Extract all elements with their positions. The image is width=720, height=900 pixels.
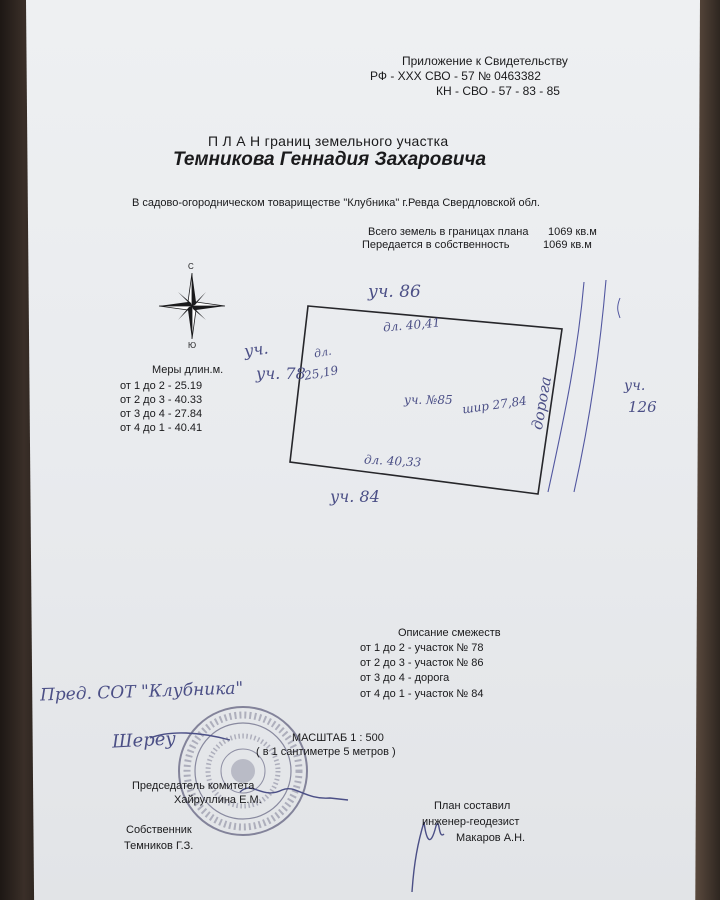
owner-name: Темников Г.З.	[124, 840, 194, 852]
neighbor-right-note-b: 126	[628, 398, 657, 416]
header-line-3: КН - СВО - 57 - 83 - 85	[436, 84, 560, 98]
adjacency-title: Описание смежеств	[398, 627, 501, 639]
compass-north-label: С	[188, 262, 194, 271]
compass-south-label: Ю	[188, 341, 197, 350]
plan-title: П Л А Н границ земельного участка	[208, 133, 449, 149]
measures-title: Меры длин.м.	[152, 364, 224, 376]
adjacency-3-4: от 3 до 4 - дорога	[360, 672, 450, 684]
left-length-note-a: дл.	[313, 344, 333, 361]
width-note: шир 27,84	[461, 393, 528, 417]
neighbor-left-note-a: уч.	[242, 338, 270, 361]
measure-2-3: от 2 до 3 - 40.33	[120, 394, 203, 406]
total-area-value: 1069 кв.м	[548, 226, 597, 238]
measure-4-1: от 4 до 1 - 40.41	[120, 422, 203, 434]
neighbor-bottom-note: уч. 84	[330, 487, 380, 506]
owned-area-label: Передается в собственность	[362, 239, 510, 251]
chairman-role: Председатель комитета	[132, 780, 255, 792]
measure-1-2: от 1 до 2 - 25.19	[120, 380, 203, 392]
neighbor-top-note: уч. 86	[368, 282, 421, 302]
left-length-note-b: 25,19	[303, 363, 340, 383]
scale-title: МАСШТАБ 1 : 500	[292, 732, 384, 744]
header-line-2: РФ - XXX СВО - 57 № 0463382	[370, 69, 541, 83]
road-note: дорога	[528, 375, 556, 432]
plot-number-note: уч. №85	[404, 393, 453, 407]
scale-note: ( в 1 сантиметре 5 метров )	[256, 746, 396, 758]
engineer-name: Макаров А.Н.	[456, 832, 526, 844]
owned-area-value: 1069 кв.м	[543, 239, 592, 251]
bottom-length-note: дл. 40,33	[363, 452, 422, 470]
engineer-role: инженер-геодезист	[422, 816, 520, 828]
owner-name-title: Темникова Геннадия Захаровича	[173, 149, 487, 170]
adjacency-1-2: от 1 до 2 - участок № 78	[360, 642, 484, 654]
header-line-1: Приложение к Свидетельству	[402, 54, 568, 68]
adjacency-2-3: от 2 до 3 - участок № 86	[360, 657, 484, 669]
handwritten-signature: Шереу	[111, 728, 177, 753]
adjacency-4-1: от 4 до 1 - участок № 84	[360, 688, 484, 700]
neighbor-right-note-a: уч.	[624, 378, 646, 394]
composed-by-label: План составил	[434, 800, 511, 812]
engineer-signature-stroke	[412, 822, 444, 892]
location-line: В садово-огородническом товариществе "Клубника" г.Ревда Свердловской обл.	[132, 197, 540, 209]
chairman-name: Хайруллина Е.М.	[174, 794, 262, 806]
total-area-label: Всего земель в границах плана	[368, 226, 529, 238]
top-length-note: дл. 40,41	[382, 315, 441, 335]
measure-3-4: от 3 до 4 - 27.84	[120, 408, 203, 420]
handwritten-chairman-title: Пред. СОТ "Клубника"	[39, 678, 244, 706]
neighbor-left-note: уч. 78	[256, 364, 306, 383]
owner-role: Собственник	[126, 824, 192, 836]
